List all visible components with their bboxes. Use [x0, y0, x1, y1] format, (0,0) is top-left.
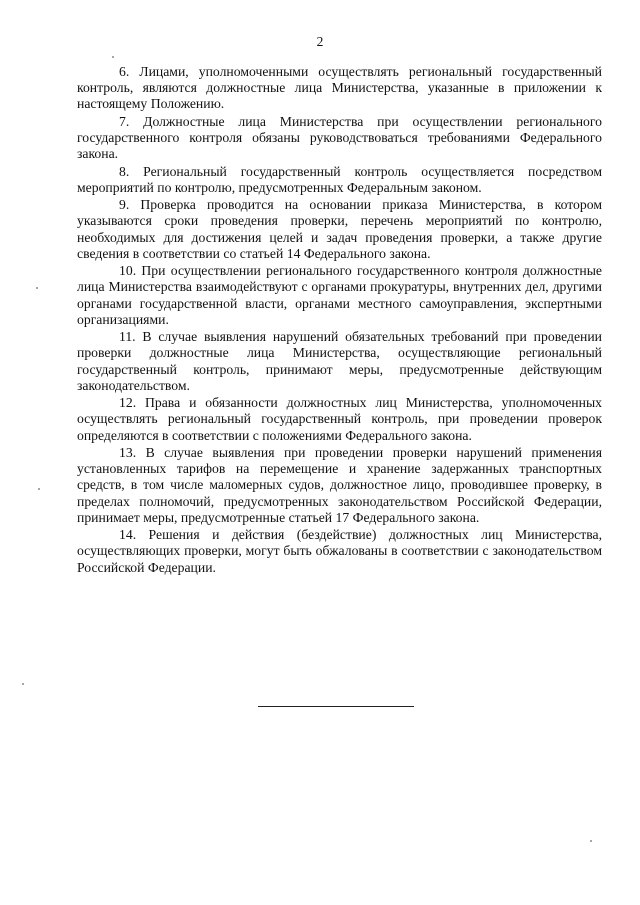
- paragraph-6: 6. Лицами, уполномоченными осуществлять региональный государственный контроль, являются должностные лица Министерства, указанные в приложении к настоящему Положению.: [77, 64, 602, 112]
- paragraph-7: 7. Должностные лица Министерства при осуществлении регионального государственного контроля обязаны руководствоваться требованиями Федерального закона.: [77, 113, 602, 162]
- closing-divider-line: [258, 706, 414, 707]
- scan-speck: [590, 840, 592, 842]
- scan-speck: [22, 683, 24, 685]
- paragraph-10: 10. При осуществлении регионального государственного контроля должностные лица Министерства взаимодействуют с органами прокуратуры, внутренних дел, другими органами государственной власти, органами местного самоуправления, экспертными организациями.: [77, 263, 602, 327]
- paragraph-8: 8. Региональный государственный контроль осуществляется посредством мероприятий по контролю, предусмотренных Федеральным законом.: [77, 163, 602, 195]
- scan-speck: [36, 287, 38, 289]
- paragraph-12: 12. Права и обязанности должностных лиц Министерства, уполномоченных осуществлять региональный государственный контроль, при проведении проверок определяются в соответствии с положениями Федерального закона.: [77, 395, 602, 443]
- paragraph-13: 13. В случае выявления при проведении проверки нарушений применения установленных тарифов на перемещение и хранение задержанных транспортных средств, в том числе маломерных судов, должностное лицо, проводившее проверку, в пределах полномочий, предусмотренных законодательством Российской Федерации, принимает меры, предусмотренные статьей 17 Федерального закона.: [77, 444, 602, 525]
- scan-speck: [112, 56, 114, 58]
- paragraph-14: 14. Решения и действия (бездействие) должностных лиц Министерства, осуществляющих проверки, могут быть обжалованы в соответствии с законодательством Российской Федерации.: [77, 527, 602, 575]
- document-body: [77, 64, 602, 577]
- page-number: 2: [316, 34, 324, 49]
- paragraph-9: 9. Проверка проводится на основании приказа Министерства, в котором указываются сроки проведения проверки, перечень мероприятий по контролю, необходимых для достижения целей и задач проведения проверки, а также другие сведения в соответствии со статьей 14 Федерального закона.: [77, 197, 602, 261]
- paragraph-11: 11. В случае выявления нарушений обязательных требований при проведении проверки должностные лица Министерства, осуществляющие региональный государственный контроль, принимают меры, предусмотренные действующим законодательством.: [77, 329, 602, 393]
- scan-speck: [38, 488, 40, 490]
